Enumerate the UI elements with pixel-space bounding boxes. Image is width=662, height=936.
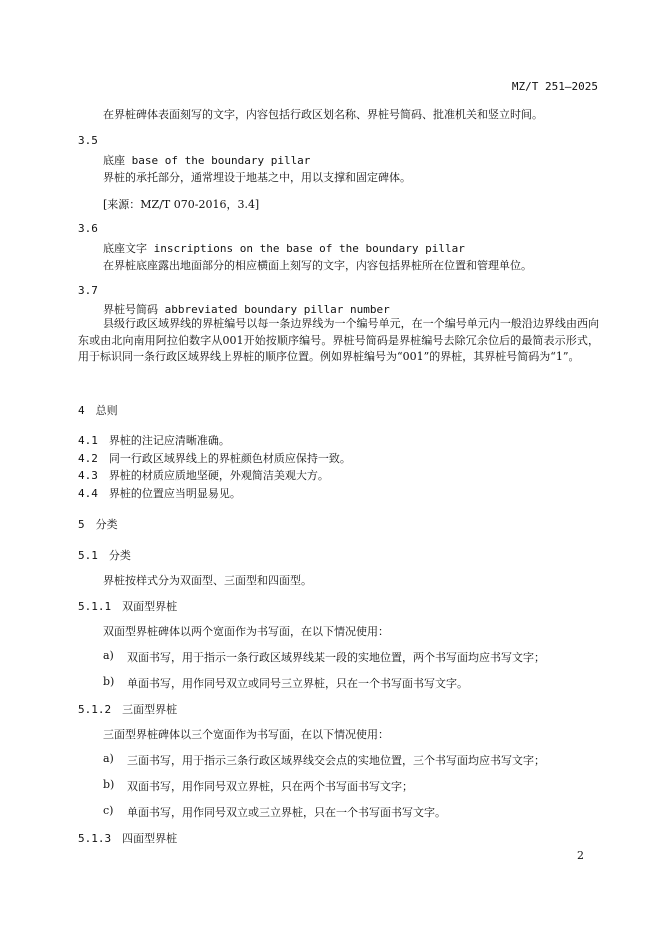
list-marker-5-1-2-c: c)	[103, 804, 114, 817]
clause-text-5-1-1: 双面型界桩碑体以两个宽面作为书写面，在以下情况使用：	[103, 625, 389, 638]
list-item-5-1-1-a: 双面书写，用于指示一条行政区域界线某一段的实地位置，两个书写面均应书写文字；	[127, 651, 545, 664]
section-heading-4: 4 总则	[78, 404, 118, 417]
list-marker-5-1-1-a: a)	[103, 649, 114, 662]
clause-number-3-5: 3.5	[78, 134, 98, 147]
list-marker-5-1-1-b: b)	[103, 675, 115, 688]
clause-number-3-6: 3.6	[78, 222, 98, 235]
clause-heading-5-1: 5.1 分类	[78, 549, 131, 562]
term-3-5: 底座 base of the boundary pillar	[103, 154, 311, 167]
clause-4-3: 4.3 界桩的材质应质地坚硬，外观简洁美观大方。	[78, 469, 329, 482]
clause-4-1: 4.1 界桩的注记应清晰准确。	[78, 434, 230, 447]
intro-text: 在界桩碑体表面刻写的文字，内容包括行政区划名称、界桩号简码、批准机关和竖立时间。	[103, 108, 543, 121]
clause-heading-5-1-2: 5.1.2 三面型界桩	[78, 703, 178, 716]
clause-4-2: 4.2 同一行政区域界线上的界桩颜色材质应保持一致。	[78, 452, 351, 465]
document-number: MZ/T 251—2025	[511, 80, 598, 93]
page-number: 2	[577, 849, 584, 862]
list-item-5-1-1-b: 单面书写，用作同号双立或同号三立界桩，只在一个书写面书写文字。	[127, 677, 468, 690]
list-item-5-1-2-a: 三面书写，用于指示三条行政区域界线交会点的实地位置，三个书写面均应书写文字；	[127, 754, 545, 767]
source-3-5: [来源：MZ/T 070-2016，3.4]	[103, 198, 260, 211]
clause-heading-5-1-1: 5.1.1 双面型界桩	[78, 600, 178, 613]
definition-3-5: 界桩的承托部分，通常埋设于地基之中，用以支撑和固定碑体。	[103, 171, 411, 184]
term-3-6: 底座文字 inscriptions on the base of the boundary pillar	[103, 242, 465, 255]
term-3-7: 界桩号简码 abbreviated boundary pillar number	[103, 303, 390, 316]
list-item-5-1-2-b: 双面书写，用作同号双立界桩，只在两个书写面书写文字；	[127, 780, 413, 793]
section-heading-5: 5 分类	[78, 518, 118, 531]
list-marker-5-1-2-b: b)	[103, 778, 115, 791]
clause-text-5-1-2: 三面型界桩碑体以三个宽面作为书写面，在以下情况使用：	[103, 728, 389, 741]
clause-4-4: 4.4 界桩的位置应当明显易见。	[78, 487, 241, 500]
clause-text-5-1: 界桩按样式分为双面型、三面型和四面型。	[103, 574, 312, 587]
definition-3-7: 县级行政区域界线的界桩编号以每一条边界线为一个编号单元，在一个编号单元内一般沿边界线由西向东或由北向南用阿拉伯数字从001开始按顺序编号。界桩号简码是界桩编号去除冗余位后的最简表示形式，用于标识同一条行政区域界线上界桩的顺序位置。例如界桩编号为“001”的界桩，其界桩号简码为“1”。	[78, 317, 599, 363]
clause-number-3-7: 3.7	[78, 284, 98, 297]
list-marker-5-1-2-a: a)	[103, 752, 114, 765]
list-item-5-1-2-c: 单面书写，用作同号双立或三立界桩，只在一个书写面书写文字。	[127, 806, 446, 819]
definition-3-6: 在界桩底座露出地面部分的相应横面上刻写的文字，内容包括界桩所在位置和管理单位。	[103, 259, 532, 272]
clause-heading-5-1-3: 5.1.3 四面型界桩	[78, 832, 178, 845]
